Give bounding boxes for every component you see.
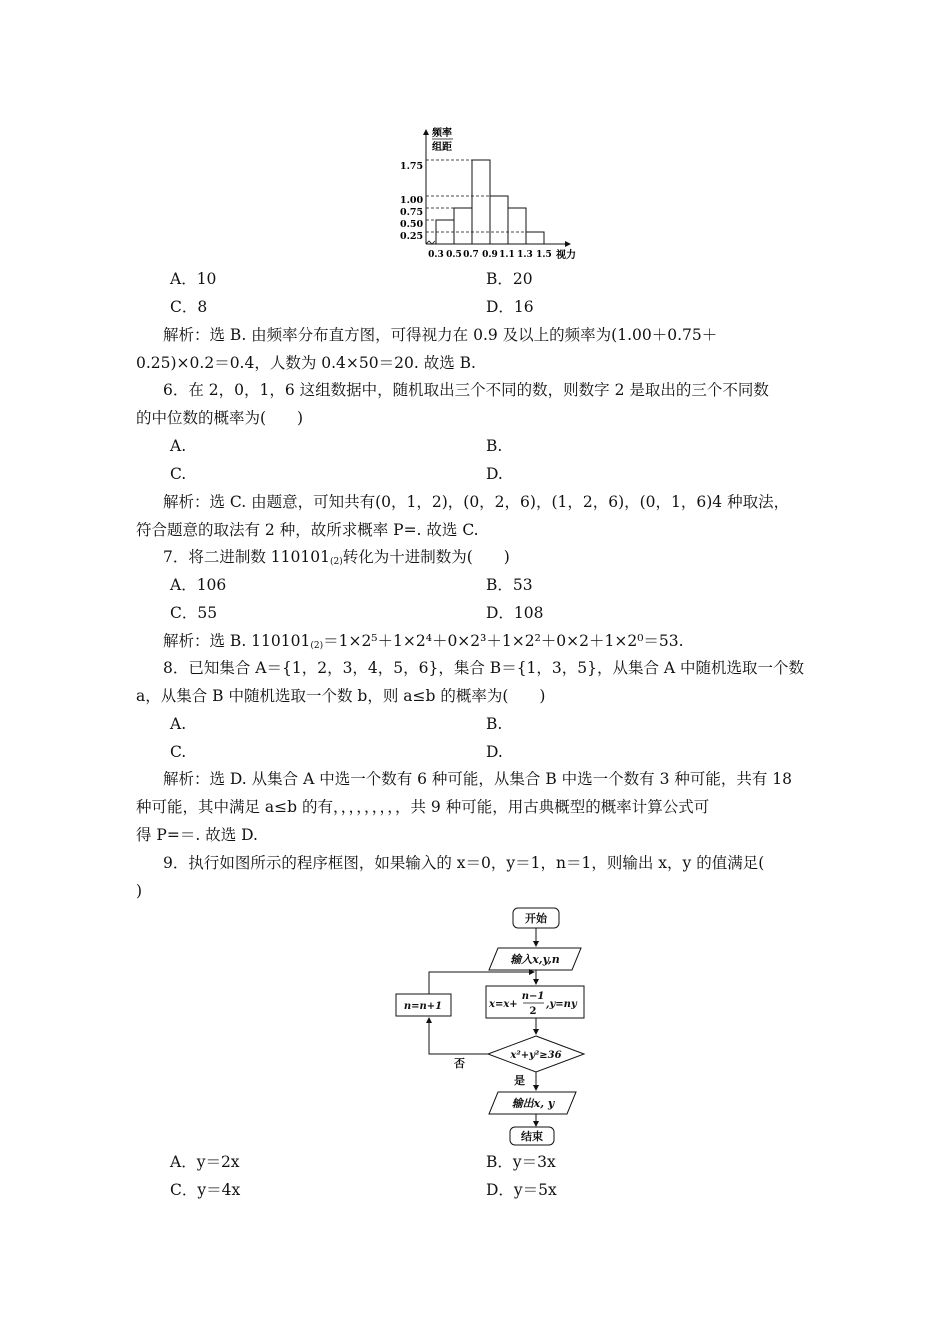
flow-process-numerator: n−1 bbox=[521, 991, 545, 1002]
x-tick-label: 1.5 bbox=[536, 250, 552, 260]
q8-option-b: B. bbox=[486, 715, 503, 733]
q7-stem bbox=[163, 546, 510, 573]
q7-stem-text: 转化为十进制数为( ) bbox=[342, 548, 510, 566]
q8-option-a: A. bbox=[170, 715, 187, 733]
q7-analysis-subscript: (2) bbox=[310, 641, 324, 651]
q5-option-c: C．8 bbox=[170, 298, 208, 316]
x-tick-label: 0.5 bbox=[446, 250, 462, 260]
histogram-bar bbox=[490, 196, 508, 244]
q9-option-c: C．y＝4x bbox=[170, 1181, 241, 1199]
x-tick-label: 1.3 bbox=[517, 250, 533, 260]
q5-option-b: B．20 bbox=[486, 270, 533, 288]
y-tick-label: 0.25 bbox=[400, 231, 424, 242]
q7-stem-subscript: (2) bbox=[329, 557, 343, 567]
flow-process-lhs: x=x+ bbox=[489, 999, 518, 1010]
q7-option-a: A．106 bbox=[170, 576, 227, 594]
flow-no-branch bbox=[429, 1020, 488, 1054]
histogram-bar bbox=[454, 208, 472, 244]
q6-analysis-line: 符合题意的取法有 2 种，故所求概率 P=. 故选 C. bbox=[136, 521, 479, 539]
flow-start-label: 开始 bbox=[525, 912, 547, 925]
q7-analysis-text: ＝1×2⁵＋1×2⁴＋0×2³＋1×2²＋0×2＋1×2⁰＝53. bbox=[323, 632, 684, 650]
histogram-bar bbox=[526, 232, 544, 244]
q8-option-c: C. bbox=[170, 743, 187, 761]
flow-end-label: 结束 bbox=[521, 1130, 543, 1143]
q6-option-b: B. bbox=[486, 437, 503, 455]
q6-option-c: C. bbox=[170, 465, 187, 483]
flow-increment-label: n=n+1 bbox=[403, 1001, 443, 1012]
flow-process-rhs: ,y=ny bbox=[546, 999, 577, 1010]
q9-stem-line: 9．执行如图所示的程序框图，如果输入的 x＝0，y＝1，n＝1，则输出 x，y 的值满足( bbox=[163, 854, 765, 872]
q9-option-d: D．y＝5x bbox=[486, 1181, 557, 1199]
q9-option-a: A．y＝2x bbox=[170, 1153, 240, 1171]
frequency-histogram bbox=[398, 124, 582, 262]
q6-option-d: D. bbox=[486, 465, 503, 483]
y-tick-label: 0.50 bbox=[400, 219, 424, 230]
q5-analysis-line: 0.25)×0.2＝0.4，人数为 0.4×50＝20. 故选 B. bbox=[136, 354, 476, 372]
x-tick-label: 0.9 bbox=[482, 250, 498, 260]
q6-stem-line: 的中位数的概率为( ) bbox=[136, 409, 304, 427]
q7-option-c: C．55 bbox=[170, 604, 218, 622]
q8-analysis-line: 种可能，其中满足 a≤b 的有，，，，，，，，，共 9 种可能，用古典概型的概率计算公式可 bbox=[136, 798, 710, 816]
q7-option-b: B．53 bbox=[486, 576, 533, 594]
flow-yes-label: 是 bbox=[514, 1074, 525, 1087]
q5-analysis-line: 解析：选 B. 由频率分布直方图，可得视力在 0.9 及以上的频率为(1.00＋0.75＋ bbox=[163, 326, 718, 344]
q6-stem-line: 6．在 2，0，1，6 这组数据中，随机取出三个不同的数，则数字 2 是取出的三个不同数 bbox=[163, 381, 769, 399]
x-tick-label: 0.7 bbox=[463, 250, 479, 260]
q8-analysis-line: 得 P=＝. 故选 D. bbox=[136, 826, 258, 844]
q8-stem-line: a，从集合 B 中随机选取一个数 b，则 a≤b 的概率为( ) bbox=[136, 687, 546, 705]
q8-option-d: D. bbox=[486, 743, 503, 761]
q6-analysis-line: 解析：选 C. 由题意，可知共有(0，1，2)，(0，2，6)，(1，2，6)，(0，1，6)4 种取法， bbox=[163, 493, 790, 511]
q7-analysis bbox=[163, 630, 684, 657]
x-tick-label: 1.1 bbox=[499, 250, 515, 260]
q8-stem-line: 8．已知集合 A＝{1，2，3，4，5，6}，集合 B＝{1，3，5}，从集合 A 中随机选取一个数 bbox=[163, 659, 805, 677]
flow-process-denominator: 2 bbox=[529, 1006, 537, 1017]
x-tick-label: 0.3 bbox=[428, 250, 444, 260]
q7-analysis-text: 解析：选 B. 110101 bbox=[163, 632, 311, 650]
q5-option-d: D．16 bbox=[486, 298, 534, 316]
q9-option-b: B．y＝3x bbox=[486, 1153, 556, 1171]
histogram-bar bbox=[508, 208, 526, 244]
histogram-bar bbox=[472, 160, 490, 244]
y-axis-title-bottom: 组距 bbox=[432, 142, 452, 153]
flow-loop-back bbox=[429, 972, 534, 994]
program-flowchart bbox=[388, 904, 594, 1148]
q7-option-d: D．108 bbox=[486, 604, 544, 622]
flow-input-label: 输入x,y,n bbox=[510, 953, 560, 966]
x-axis-title: 视力 bbox=[556, 250, 576, 261]
y-tick-label: 1.75 bbox=[400, 161, 424, 172]
flow-no-label: 否 bbox=[454, 1057, 465, 1070]
y-axis-title-top: 频率 bbox=[432, 128, 452, 139]
y-tick-label: 0.75 bbox=[400, 207, 424, 218]
flow-condition-label: x²+y²≥36 bbox=[510, 1050, 562, 1061]
q7-stem-text: 7．将二进制数 110101 bbox=[163, 548, 330, 566]
flow-output-label: 输出x, y bbox=[511, 1097, 555, 1110]
q9-stem-line: ) bbox=[136, 882, 143, 900]
q5-option-a: A．10 bbox=[170, 270, 217, 288]
q6-option-a: A. bbox=[170, 437, 187, 455]
q8-analysis-line: 解析：选 D. 从集合 A 中选一个数有 6 种可能，从集合 B 中选一个数有 3 种可能，共有 18 bbox=[163, 770, 793, 788]
y-tick-label: 1.00 bbox=[400, 195, 424, 206]
